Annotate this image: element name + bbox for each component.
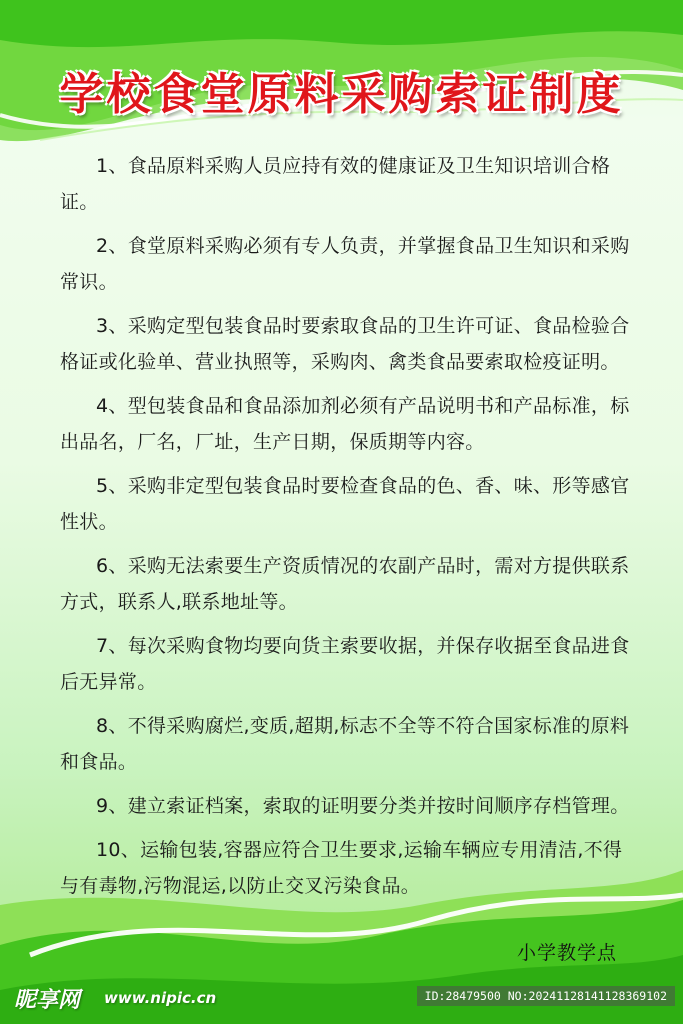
rule-item: 10、运输包装,容器应符合卫生要求,运输车辆应专用清洁,不得与有毒物,污物混运,以防止交叉污染食品。 [60, 839, 623, 897]
rule-item: 9、建立索证档案，索取的证明要分类并按时间顺序存档管理。 [96, 795, 630, 817]
watermark-url: www.nipic.cn [104, 989, 217, 1007]
watermark-id: ID:28479500 NO:20241128141128369102 [417, 986, 675, 1006]
watermark-logo: 昵享网 [14, 988, 81, 1013]
rules-list [60, 148, 630, 912]
rule-item: 5、采购非定型包装食品时要检查食品的色、香、味、形等感官性状。 [60, 475, 630, 533]
rule-item: 4、型包装食品和食品添加剂必须有产品说明书和产品标准，标出品名，厂名，厂址，生产日期，保质期等内容。 [60, 395, 630, 453]
rule-item: 3、采购定型包装食品时要索取食品的卫生许可证、食品检验合格证或化验单、营业执照等，采购肉、禽类食品要索取检疫证明。 [60, 315, 630, 373]
rule-item: 8、不得采购腐烂,变质,超期,标志不全等不符合国家标准的原料和食品。 [60, 715, 630, 773]
school-signature: 小学教学点 [516, 942, 617, 964]
rule-item: 6、采购无法索要生产资质情况的农副产品时，需对方提供联系方式，联系人,联系地址等。 [60, 555, 630, 613]
watermark-bar [0, 982, 683, 1024]
page-title: 学校食堂原料采购索证制度 [59, 69, 624, 120]
rule-item: 7、每次采购食物均要向货主索要收据，并保存收据至食品进食后无异常。 [60, 635, 630, 693]
rule-item: 2、食堂原料采购必须有专人负责，并掌握食品卫生知识和采购常识。 [60, 235, 630, 293]
rule-item: 1、食品原料采购人员应持有效的健康证及卫生知识培训合格证。 [60, 155, 611, 213]
